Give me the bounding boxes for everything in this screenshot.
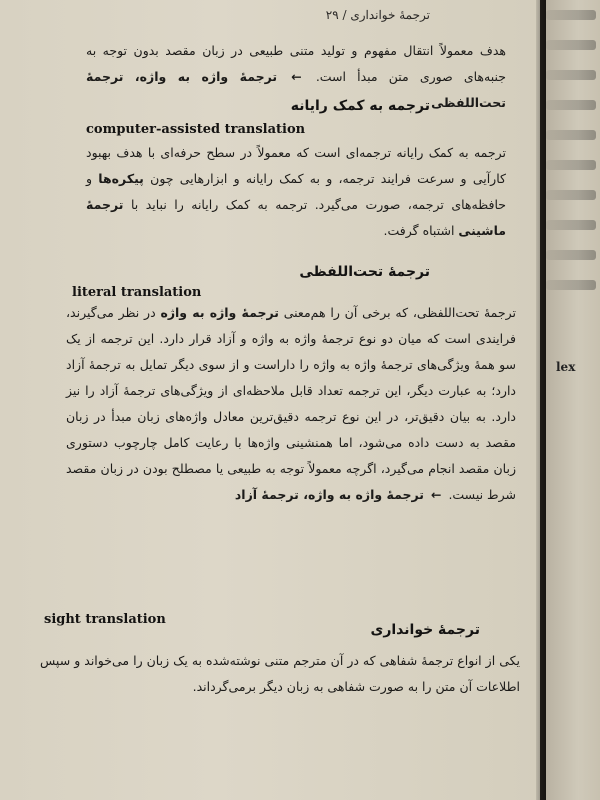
see-also-arrow-icon: ←: [291, 69, 302, 84]
term-corpora: پیکره‌ها: [98, 171, 144, 186]
intro-see-also: ترجمهٔ واژه به واژه، ترجمهٔ تحت‌اللفظی: [86, 69, 506, 110]
facing-page-fragment: lex: [556, 360, 576, 374]
term-word-for-word: ترجمهٔ واژه به واژه: [160, 305, 279, 320]
entry-body-computer-assisted: ترجمه به کمک رایانه ترجمه‌ای است که معمولاً در سطح حرفه‌ای با هدف بهبود کارآیی و سرعت فرایند ترجمه، و به کمک رایانه و ابزارهایی چون پیکره‌ها و حافظه‌های ترجمه، صورت می‌گیرد. ترجمه به کمک رایانه را نباید با ترجمهٔ ماشینی اشتباه گرفت.: [86, 145, 506, 238]
facing-text-fragment: [546, 280, 596, 290]
entry-body-sight: یکی از انواع ترجمهٔ شفاهی که در آن مترجم متنی نوشته‌شده به یک زبان را می‌خواند و سپس اطلاعات آن متن را به صورت شفاهی به زبان دیگر برمی‌گرداند.: [40, 653, 520, 694]
entry-title-en-computer-assisted: computer-assisted translation: [86, 122, 306, 137]
facing-page-edge: [546, 0, 600, 800]
facing-text-fragment: [546, 220, 596, 230]
running-header: ترجمهٔ خوانداری / ۲۹: [325, 8, 430, 22]
entry-title-fa-computer-assisted: ترجمه به کمک رایانه: [290, 98, 430, 114]
facing-text-fragment: [546, 10, 596, 20]
see-also-arrow-icon: ←: [430, 487, 442, 502]
entry-title-en-sight: sight translation: [44, 612, 166, 627]
facing-text-fragment: [546, 130, 596, 140]
facing-text-fragment: [546, 250, 596, 260]
intro-text: هدف معمولاً انتقال مفهوم و تولید متنی طبیعی در زبان مقصد بدون توجه به جنبه‌های صوری متن مبدأ است.: [86, 43, 506, 84]
literal-see-also: ترجمهٔ واژه به واژه، ترجمهٔ آزاد: [234, 487, 424, 502]
facing-text-fragment: [546, 40, 596, 50]
entry-title-fa-literal: ترجمهٔ تحت‌اللفظی: [299, 264, 430, 280]
page-gutter-shadow: [536, 0, 546, 800]
entry-title-en-literal: literal translation: [72, 285, 202, 300]
facing-text-fragment: [546, 70, 596, 80]
facing-text-fragment: [546, 190, 596, 200]
facing-text-fragment: [546, 160, 596, 170]
facing-text-fragment: [546, 100, 596, 110]
entry-body-literal: ترجمهٔ تحت‌اللفظی، که برخی آن را هم‌معنی ترجمهٔ واژه به واژه در نظر می‌گیرند، فرایندی است که میان دو نوع ترجمهٔ واژه به واژه و آزاد قرار دارد. این ترجمه از یک سو همهٔ ویژگی‌های ترجمهٔ واژه به واژه را داراست و از سوی دیگر تمایل به ترجمهٔ آزاد دارد؛ به عبارت دیگر، این ترجمه تعداد قابل ملاحظه‌ای از ویژگی‌های ترجمهٔ آزاد را نیز دارد. به بیان دقیق‌تر، در این نوع ترجمه دقیق‌ترین معادل واژه‌های زبان مبدأ در زبان مقصد به دست داده می‌شود، اما همنشینی واژه‌ها با رعایت کامل چارچوب دستوری زبان مقصد انجام می‌گیرد، اگرچه معمولاً توجه به طبیعی یا مصطلح بودن در زبان مقصد شرط نیست. ← ترجمهٔ واژه به واژه، ترجمهٔ آزاد: [66, 305, 516, 502]
term-machine-translation: ترجمهٔ ماشینی: [86, 197, 506, 238]
entry-title-fa-sight: ترجمهٔ خوانداری: [370, 622, 480, 638]
